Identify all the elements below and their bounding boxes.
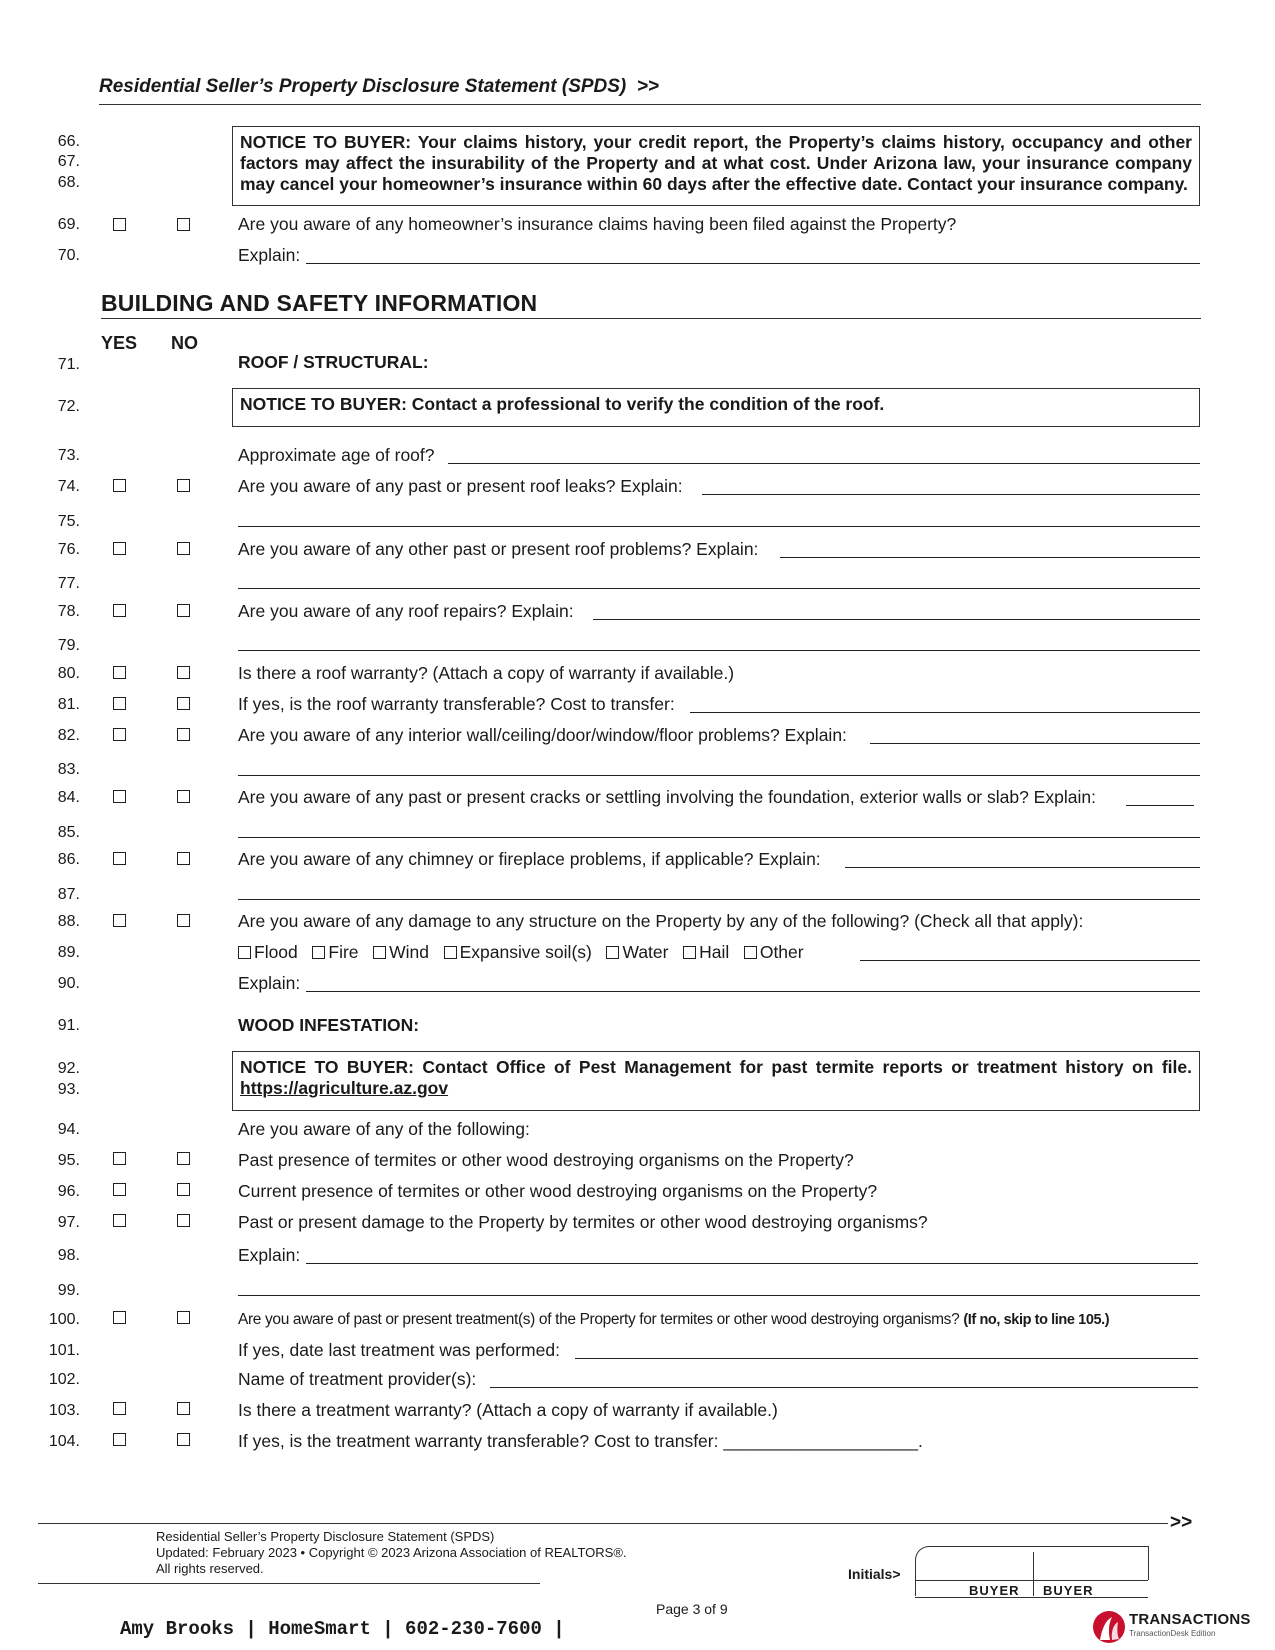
yes-checkbox-86[interactable]: [113, 852, 126, 865]
explain-field-87[interactable]: [238, 899, 1200, 900]
notice-roof: NOTICE TO BUYER: Contact a professional to verify the condition of the roof.: [232, 388, 1200, 427]
no-checkbox-78[interactable]: [177, 604, 190, 617]
hail-checkbox[interactable]: [683, 946, 696, 959]
footer-rights: All rights reserved.: [156, 1561, 264, 1576]
question-100: Are you aware of past or present treatment(s) of the Property for termites or other wood destroying organisms? (If no, skip to line 105.): [238, 1311, 1110, 1328]
question-102: Name of treatment provider(s):: [238, 1369, 477, 1389]
no-checkbox-80[interactable]: [177, 666, 190, 679]
explain-label-98: Explain:: [238, 1245, 301, 1265]
line-number: 83.: [57, 761, 80, 778]
initials-rule: [915, 1580, 1148, 1581]
question-78: Are you aware of any roof repairs? Explain:: [238, 601, 574, 621]
header-rule: [99, 104, 1201, 105]
notice-pest: [232, 1051, 1200, 1111]
explain-field-70[interactable]: [306, 263, 1200, 264]
line-number: 95.: [57, 1152, 80, 1169]
logo-title: TRANSACTIONS: [1129, 1611, 1251, 1628]
skip-note: (If no, skip to line 105.): [963, 1312, 1110, 1328]
line-number: 94.: [57, 1121, 80, 1138]
roof-age-field[interactable]: [448, 463, 1200, 464]
yes-checkbox-100[interactable]: [113, 1311, 126, 1324]
explain-field-76[interactable]: [780, 557, 1200, 558]
no-column-header: NO: [171, 333, 198, 353]
explain-field-85[interactable]: [238, 837, 1200, 838]
other-damage-field[interactable]: [860, 960, 1200, 961]
agent-info: Amy Brooks | HomeSmart | 602-230-7600 |: [120, 1618, 565, 1640]
no-checkbox-69[interactable]: [177, 218, 190, 231]
notice-insurance: NOTICE TO BUYER: Your claims history, your credit report, the Property’s claims history, occupancy and other factors may affect the insurability of the Property and at what cost. Under Arizona law, your insurance company may cancel your homeowner’s insurance within 60 days after the effective date. Contact your insurance company.: [232, 126, 1200, 206]
question-84: Are you aware of any past or present cracks or settling involving the foundation, exterior walls or slab? Explain:: [238, 787, 1096, 807]
question-88: Are you aware of any damage to any structure on the Property by any of the following? (Check all that apply):: [238, 911, 1084, 931]
line-number: 99.: [57, 1282, 80, 1299]
page-number: Page 3 of 9: [656, 1601, 728, 1617]
fire-checkbox[interactable]: [312, 946, 325, 959]
explain-label-90: Explain:: [238, 973, 301, 993]
line-number: 80.: [57, 665, 80, 682]
line-number: 77.: [57, 575, 80, 592]
question-80: Is there a roof warranty? (Attach a copy of warranty if available.): [238, 663, 735, 683]
yes-checkbox-84[interactable]: [113, 790, 126, 803]
yes-checkbox-97[interactable]: [113, 1214, 126, 1227]
no-checkbox-96[interactable]: [177, 1183, 190, 1196]
page-header-title: Residential Seller’s Property Disclosure Statement (SPDS) >>: [99, 76, 660, 97]
question-73: Approximate age of roof?: [238, 445, 435, 465]
line-number: 93.: [57, 1081, 80, 1098]
line-number: 101.: [48, 1342, 80, 1359]
yes-checkbox-69[interactable]: [113, 218, 126, 231]
question-76: Are you aware of any other past or present roof problems? Explain:: [238, 539, 759, 559]
wind-checkbox[interactable]: [373, 946, 386, 959]
line-number: 75.: [57, 513, 80, 530]
question-97: Past or present damage to the Property by termites or other wood destroying organisms?: [238, 1212, 928, 1232]
question-81: If yes, is the roof warranty transferable? Cost to transfer:: [238, 694, 675, 714]
explain-field-77[interactable]: [238, 588, 1200, 589]
explain-field-83[interactable]: [238, 775, 1200, 776]
line-number: 87.: [57, 886, 80, 903]
yes-checkbox-74[interactable]: [113, 479, 126, 492]
question-101: If yes, date last treatment was performed:: [238, 1340, 560, 1360]
agriculture-link[interactable]: https://agriculture.az.gov: [240, 1078, 449, 1098]
explain-field-90[interactable]: [306, 991, 1200, 992]
footer-arrow: >>: [1170, 1512, 1193, 1533]
explain-field-74[interactable]: [702, 494, 1200, 495]
no-checkbox-103[interactable]: [177, 1402, 190, 1415]
line-number: 69.: [57, 216, 80, 233]
no-checkbox-104[interactable]: [177, 1433, 190, 1446]
yes-checkbox-95[interactable]: [113, 1152, 126, 1165]
explain-field-99[interactable]: [238, 1295, 1200, 1296]
line-number: 79.: [57, 637, 80, 654]
water-checkbox[interactable]: [606, 946, 619, 959]
explain-field-98[interactable]: [306, 1263, 1198, 1264]
line-number: 74.: [57, 478, 80, 495]
line-number: 96.: [57, 1183, 80, 1200]
roof-structural-heading: ROOF / STRUCTURAL:: [238, 352, 429, 372]
line-number: 91.: [57, 1017, 80, 1034]
expansive-soil-checkbox[interactable]: [444, 946, 457, 959]
footer-copyright: Updated: February 2023 • Copyright © 2023 Arizona Association of REALTORS®.: [156, 1545, 627, 1560]
flood-checkbox[interactable]: [238, 946, 251, 959]
line-number: 98.: [57, 1247, 80, 1264]
no-checkbox-88[interactable]: [177, 914, 190, 927]
line-number: 97.: [57, 1214, 80, 1231]
yes-checkbox-81[interactable]: [113, 697, 126, 710]
buyer-initials-1[interactable]: BUYER: [969, 1583, 1020, 1598]
question-74: Are you aware of any past or present roof leaks? Explain:: [238, 476, 683, 496]
explain-field-84[interactable]: [1126, 805, 1194, 806]
header-arrow: >>: [636, 76, 660, 97]
other-checkbox[interactable]: [744, 946, 757, 959]
line-number: 89.: [57, 944, 80, 961]
initials-box-outline: [915, 1546, 1148, 1596]
line-number: 90.: [57, 975, 80, 992]
yes-checkbox-88[interactable]: [113, 914, 126, 927]
line-number: 70.: [57, 247, 80, 264]
no-checkbox-86[interactable]: [177, 852, 190, 865]
line-number: 88.: [57, 913, 80, 930]
yes-checkbox-80[interactable]: [113, 666, 126, 679]
wood-infestation-heading: WOOD INFESTATION:: [238, 1015, 420, 1035]
line-number: 72.: [57, 398, 80, 415]
line-number: 84.: [57, 789, 80, 806]
explain-field-82[interactable]: [870, 743, 1200, 744]
footer-rule-top: [38, 1523, 1168, 1524]
initials-box-right-edge: [1148, 1546, 1149, 1580]
treatment-provider-field[interactable]: [490, 1387, 1198, 1388]
initials-divider: [1033, 1552, 1034, 1596]
no-checkbox-74[interactable]: [177, 479, 190, 492]
yes-checkbox-76[interactable]: [113, 542, 126, 555]
question-95: Past presence of termites or other wood destroying organisms on the Property?: [238, 1150, 854, 1170]
line-number: 85.: [57, 824, 80, 841]
line-number: 82.: [57, 727, 80, 744]
question-104: If yes, is the treatment warranty transferable? Cost to transfer: ____________________.: [238, 1431, 923, 1451]
logo-subtitle: TransactionDesk Edition: [1129, 1629, 1216, 1638]
line-number: 100.: [48, 1311, 80, 1328]
line-number: 68.: [57, 174, 80, 191]
no-checkbox-84[interactable]: [177, 790, 190, 803]
line-number: 67.: [57, 153, 80, 170]
line-number: 103.: [48, 1402, 80, 1419]
line-number: 78.: [57, 603, 80, 620]
question-69: Are you aware of any homeowner’s insurance claims having been filed against the Property?: [238, 214, 957, 234]
yes-checkbox-104[interactable]: [113, 1433, 126, 1446]
no-checkbox-100[interactable]: [177, 1311, 190, 1324]
yes-checkbox-96[interactable]: [113, 1183, 126, 1196]
question-96: Current presence of termites or other wood destroying organisms on the Property?: [238, 1181, 878, 1201]
question-103: Is there a treatment warranty? (Attach a copy of warranty if available.): [238, 1400, 778, 1420]
line-number: 104.: [48, 1433, 80, 1450]
explain-label-70: Explain:: [238, 245, 301, 265]
treatment-date-field[interactable]: [575, 1358, 1198, 1359]
footer-rule-bottom: [38, 1583, 540, 1584]
notice-pest-text: NOTICE TO BUYER: Contact Office of Pest Management for past termite reports or treatment history on file.: [240, 1057, 1192, 1077]
section-title: BUILDING AND SAFETY INFORMATION: [101, 290, 538, 316]
line-number: 102.: [48, 1371, 80, 1388]
line-number: 92.: [57, 1060, 80, 1077]
yes-checkbox-82[interactable]: [113, 728, 126, 741]
no-checkbox-97[interactable]: [177, 1214, 190, 1227]
explain-field-86[interactable]: [845, 867, 1200, 868]
line-number: 66.: [57, 133, 80, 150]
transfer-cost-field-81[interactable]: [690, 712, 1200, 713]
transactions-logo-icon: [1092, 1610, 1126, 1644]
yes-checkbox-78[interactable]: [113, 604, 126, 617]
line-number: 71.: [57, 356, 80, 373]
initials-label: Initials>: [848, 1566, 901, 1582]
buyer-initials-2[interactable]: BUYER: [1043, 1583, 1094, 1598]
footer-form-name: Residential Seller’s Property Disclosure Statement (SPDS): [156, 1529, 495, 1544]
no-checkbox-82[interactable]: [177, 728, 190, 741]
line-number: 81.: [57, 696, 80, 713]
question-82: Are you aware of any interior wall/ceiling/door/window/floor problems? Explain:: [238, 725, 847, 745]
yes-checkbox-103[interactable]: [113, 1402, 126, 1415]
yes-column-header: YES: [101, 333, 138, 353]
explain-field-75[interactable]: [238, 526, 1200, 527]
initials-baseline: [915, 1597, 1148, 1598]
question-86: Are you aware of any chimney or fireplace problems, if applicable? Explain:: [238, 849, 821, 869]
line-number: 73.: [57, 447, 80, 464]
no-checkbox-81[interactable]: [177, 697, 190, 710]
no-checkbox-76[interactable]: [177, 542, 190, 555]
line-number: 86.: [57, 851, 80, 868]
no-checkbox-95[interactable]: [177, 1152, 190, 1165]
question-94: Are you aware of any of the following:: [238, 1119, 530, 1139]
damage-options: Flood Fire Wind Expansive soil(s) Water Hail Other: [238, 942, 804, 963]
explain-field-78[interactable]: [593, 619, 1200, 620]
explain-field-79[interactable]: [238, 650, 1200, 651]
line-number: 76.: [57, 541, 80, 558]
section-rule: [101, 318, 1201, 319]
